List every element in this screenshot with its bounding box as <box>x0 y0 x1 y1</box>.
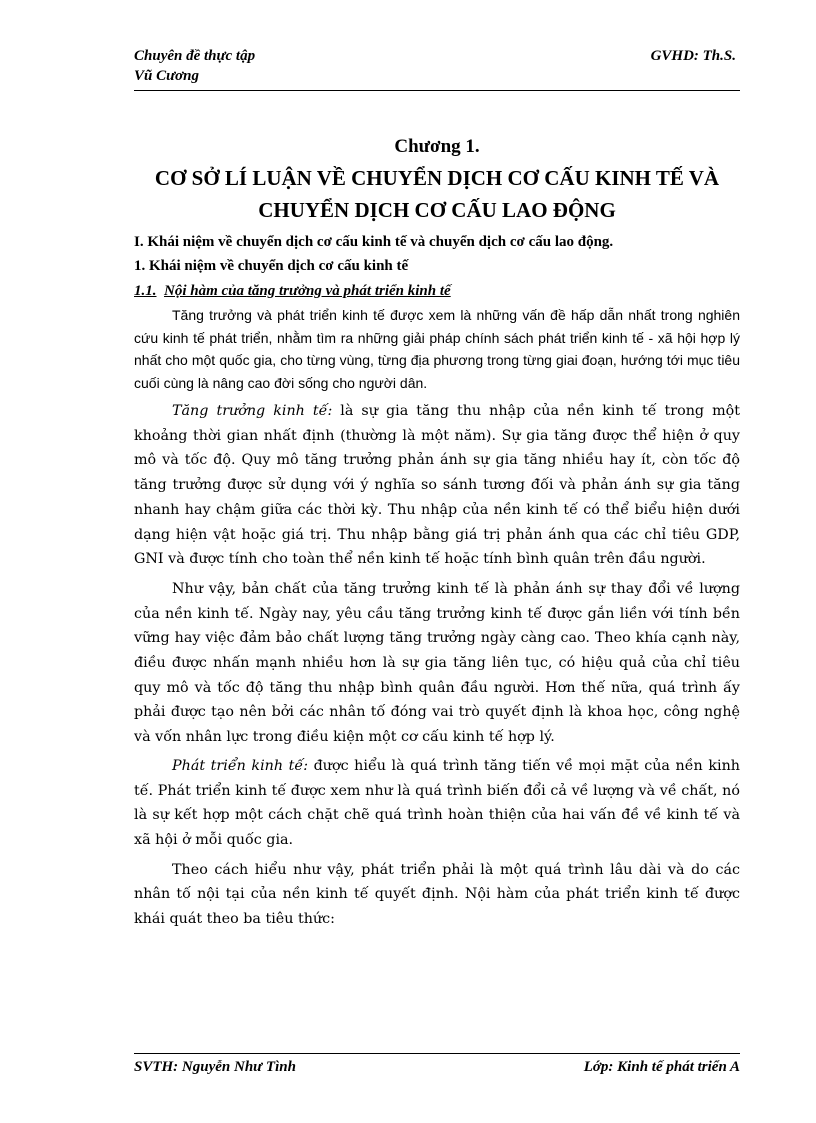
subsection-heading: 1. Khái niệm về chuyển dịch cơ cấu kinh tế <box>134 258 409 274</box>
subsubsection-title: Nội hàm của tăng trưởng và phát triển kinh tế <box>164 283 451 299</box>
paragraph-2 <box>134 399 740 572</box>
term-economic-development: Phát triển kinh tế: <box>172 757 309 774</box>
header-advisor: GVHD: Th.S. <box>650 48 736 64</box>
subsubsection-number: 1.1. <box>134 283 157 299</box>
paragraph-1: Tăng trưởng và phát triển kinh tế được xem là những vấn đề hấp dẫn nhất trong nghiên cứu kinh tế phát triển, nhằm tìm ra những giải pháp chính sách phát triển kinh tế - xã hội hợp lý nhất cho một quốc gia, cho từng vùng, từng địa phương trong từng giai đoạn, hướng tới mục tiêu cuối cùng là nâng cao đời sống cho người dân. <box>134 307 740 391</box>
paragraph-2-body: là sự gia tăng thu nhập của nền kinh tế trong một khoảng thời gian nhất định (thường là một năm). Sự gia tăng được thể hiện ở quy mô và tốc độ. Quy mô tăng trưởng phản ánh sự gia tăng nhiều hay ít, còn tốc độ tăng trưởng được sử dụng với ý nghĩa so sánh tương đối và phản ánh sự gia tăng nhanh hay chậm giữa các thời kỳ. Thu nhập của nền kinh tế có thể biểu hiện dưới dạng hiện vật hoặc giá trị. Thu nhập bằng giá trị phản ánh qua các chỉ tiêu GDP, GNI và được tính cho toàn thể nền kinh tế hoặc tính bình quân trên đầu người. <box>134 403 740 568</box>
header-topic: Chuyên đề thực tập <box>134 48 256 64</box>
paragraph-5: Theo cách hiểu như vậy, phát triển phải là một quá trình lâu dài và do các nhân tố nội tại của nền kinh tế quyết định. Nội hàm của phát triển kinh tế được khái quát theo ba tiêu thức: <box>134 861 740 928</box>
page-content <box>134 132 740 932</box>
term-economic-growth: Tăng trưởng kinh tế: <box>172 403 333 419</box>
chapter-title: CƠ SỞ LÍ LUẬN VỀ CHUYỂN DỊCH CƠ CẤU KINH TẾ VÀ CHUYỂN DỊCH CƠ CẤU LAO ĐỘNG <box>154 166 720 222</box>
header-student: Vũ Cương <box>134 68 199 84</box>
page-header <box>134 46 740 91</box>
chapter-number: Chương 1. <box>394 136 480 157</box>
footer-student: SVTH: Nguyễn Như Tình <box>134 1059 296 1075</box>
paragraph-4 <box>134 754 740 853</box>
header-left <box>134 46 255 86</box>
footer-class: Lớp: Kinh tế phát triển A <box>583 1059 740 1075</box>
page-footer <box>134 1053 740 1076</box>
subsubsection-heading <box>134 278 740 304</box>
section-heading: I. Khái niệm về chuyển dịch cơ cấu kinh tế và chuyển dịch cơ cấu lao động. <box>134 234 614 250</box>
paragraph-3: Như vậy, bản chất của tăng trưởng kinh tế là phản ánh sự thay đổi về lượng của nền kinh tế. Ngày nay, yêu cầu tăng trưởng kinh tế được gắn liền với tính bền vững hay việc đảm bảo chất lượng tăng trưởng ngày càng cao. Theo khía cạnh này, điều được nhấn mạnh nhiều hơn là sự gia tăng liên tục, có hiệu quả của chỉ tiêu quy mô và tốc độ tăng thu nhập bình quân đầu người. Hơn thế nữa, quá trình ấy phải được tạo nên bởi các nhân tố đóng vai trò quyết định là khoa học, công nghệ và vốn nhân lực trong điều kiện một cơ cấu kinh tế hợp lý. <box>134 580 740 746</box>
paragraph-4-body: được hiểu là quá trình tăng tiến về mọi mặt của nền kinh tế. Phát triển kinh tế được xem như là quá trình biến đổi cả về lượng và về chất, nó là sự kết hợp một cách chặt chẽ quá trình hoàn thiện của hai vấn đề về kinh tế và xã hội ở mỗi quốc gia. <box>134 757 740 848</box>
